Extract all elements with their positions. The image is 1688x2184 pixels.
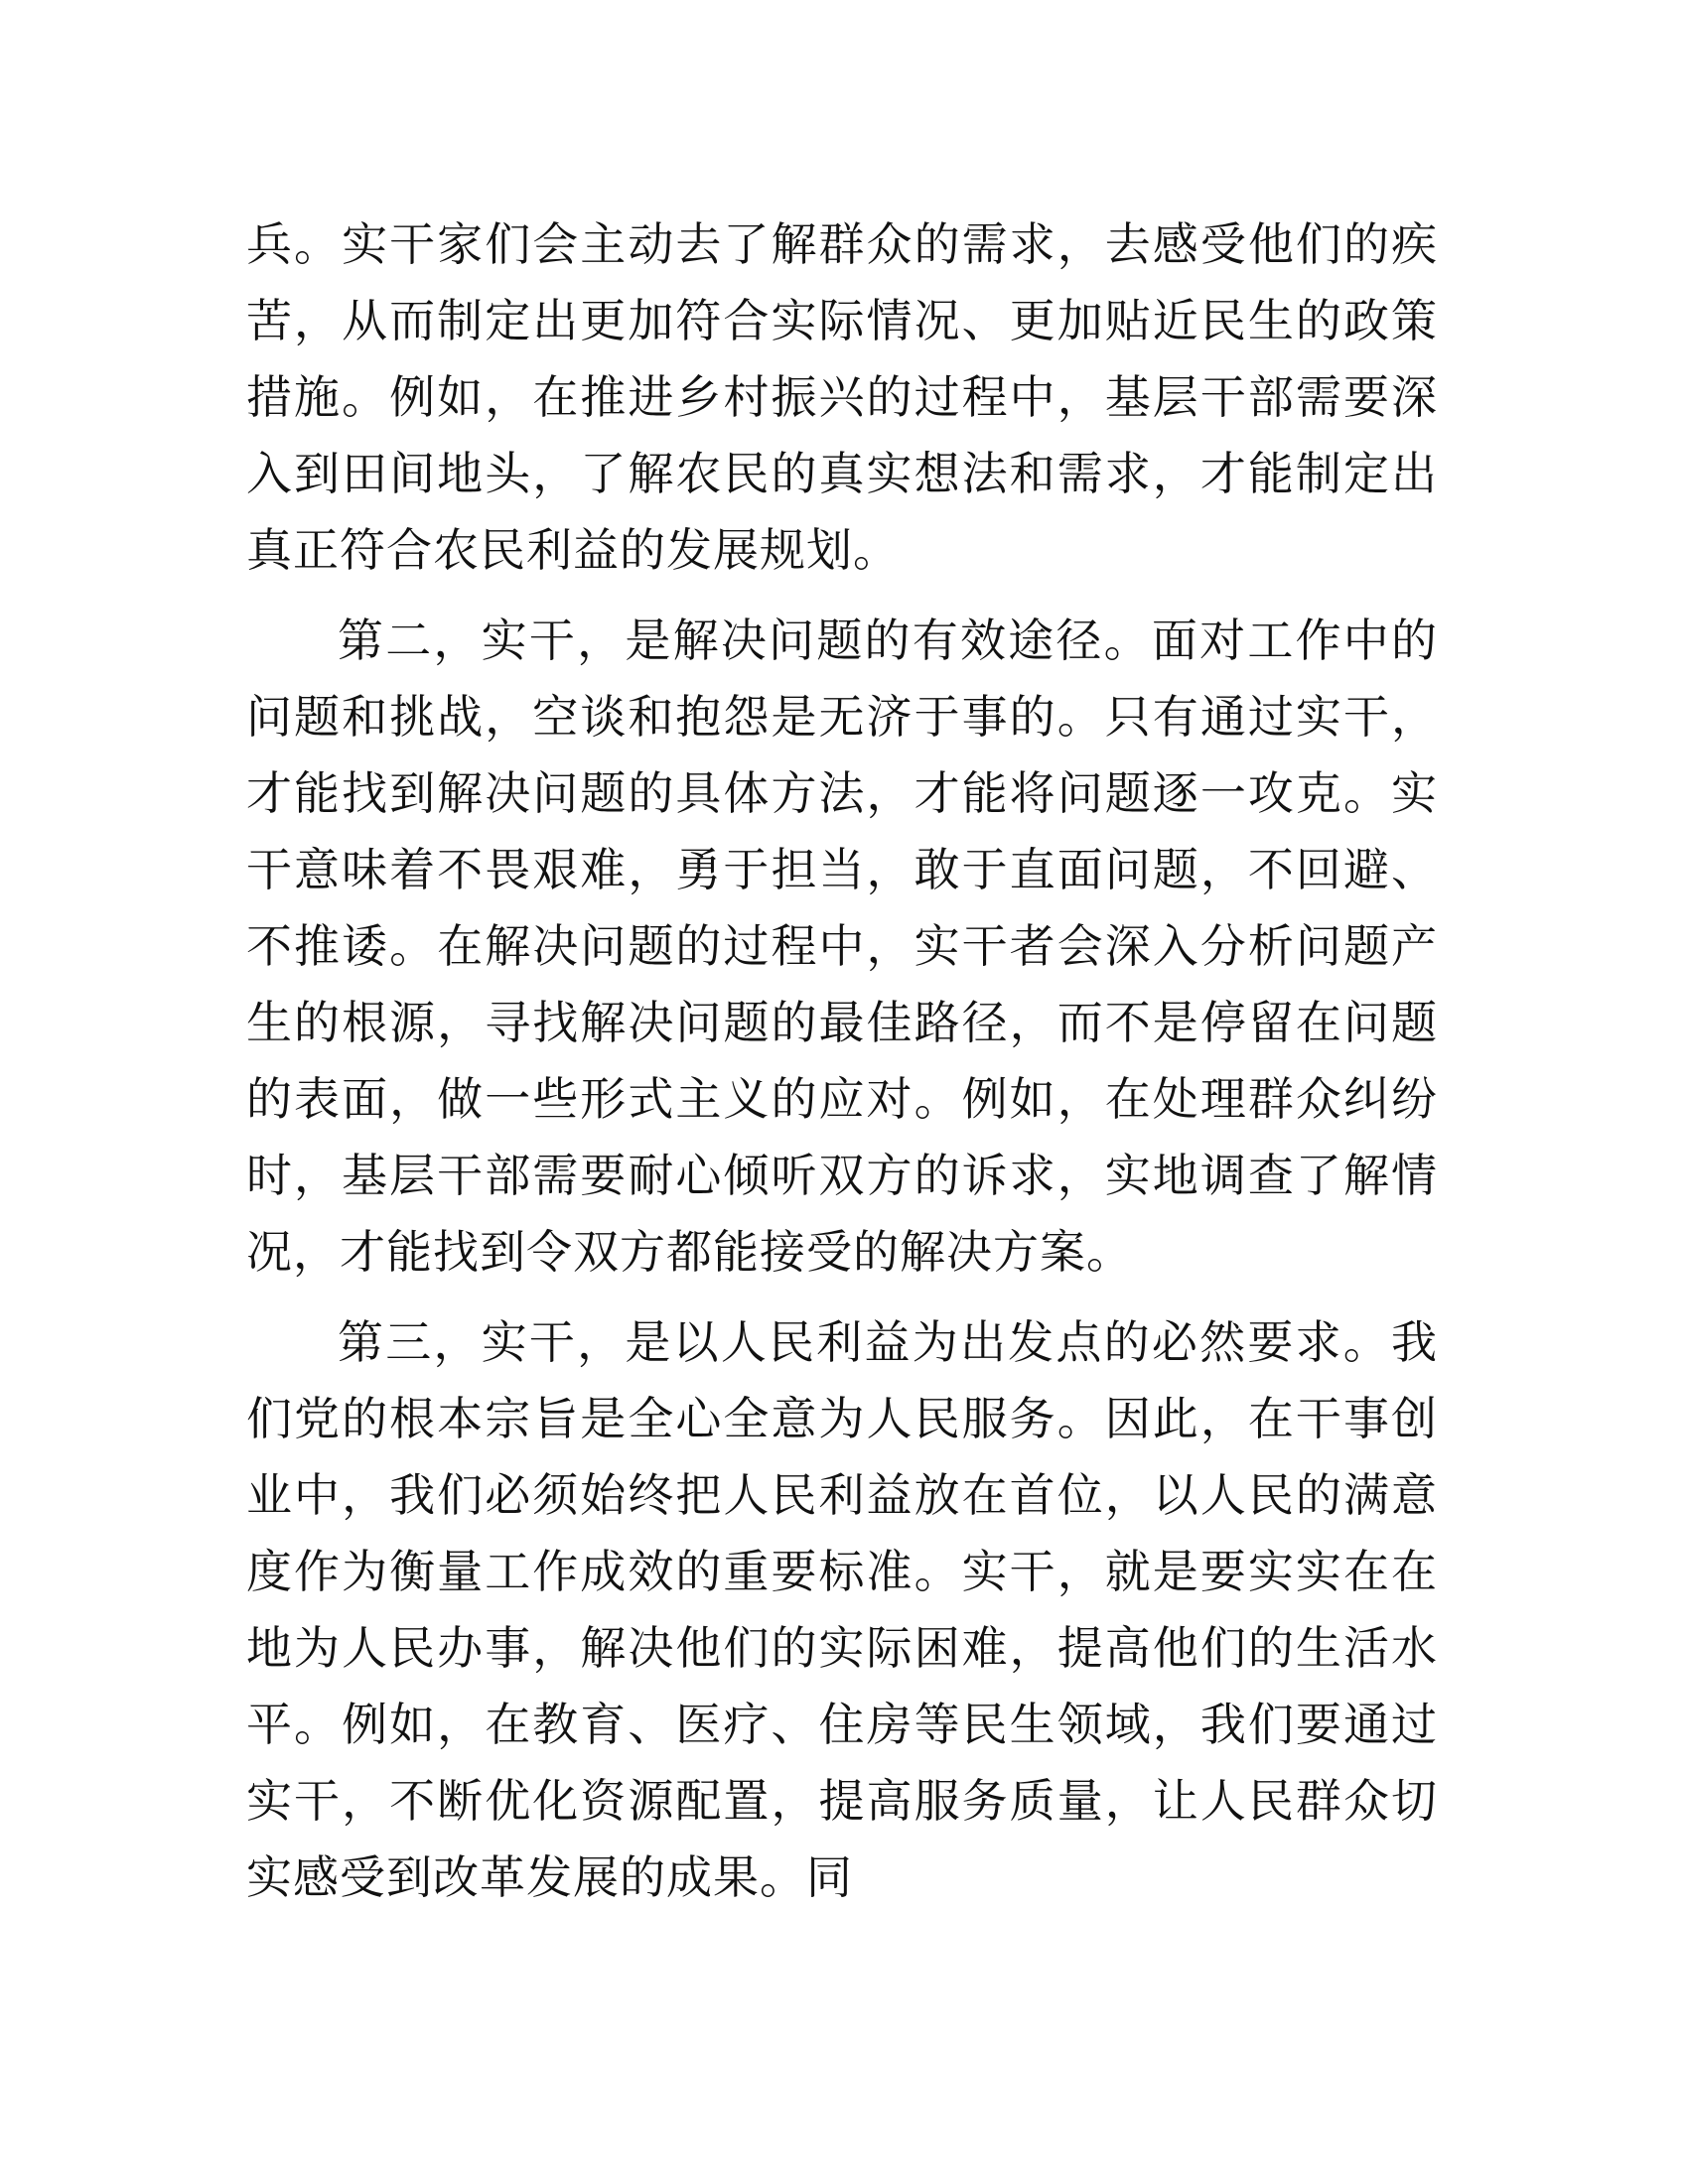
paragraph-third-point: 第三，实干，是以人民利益为出发点的必然要求。我们党的根本宗旨是全心全意为人民服务。因此，在干事创业中，我们必须始终把人民利益放在首位，以人民的满意度作为衡量工作成效的重要标准。实干，就是要实实在在地为人民办事，解决他们的实际困难，提高他们的生活水平。例如，在教育、医疗、住房等民生领域，我们要通过实干，不断优化资源配置，提高服务质量，让人民群众切实感受到改革发展的成果。同 (246, 1315, 1438, 1904)
paragraph-second-point: 第二，实干，是解决问题的有效途径。面对工作中的问题和挑战，空谈和抱怨是无济于事的。只有通过实干，才能找到解决问题的具体方法，才能将问题逐一攻克。实干意味着不畏艰难，勇于担当，敢于直面问题，不回避、不推诿。在解决问题的过程中，实干者会深入分析问题产生的根源，寻找解决问题的最佳路径，而不是停留在问题的表面，做一些形式主义的应对。例如，在处理群众纠纷时，基层干部需要耐心倾听双方的诉求，实地调查了解情况，才能找到令双方都能接受的解决方案。 (246, 614, 1438, 1279)
paragraph-continuation: 兵。实干家们会主动去了解群众的需求，去感受他们的疾苦，从而制定出更加符合实际情况、更加贴近民生的政策措施。例如，在推进乡村振兴的过程中，基层干部需要深入到田间地头，了解农民的真实想法和需求，才能制定出真正符合农民利益的发展规划。 (246, 217, 1438, 577)
body-text (246, 206, 1438, 1930)
